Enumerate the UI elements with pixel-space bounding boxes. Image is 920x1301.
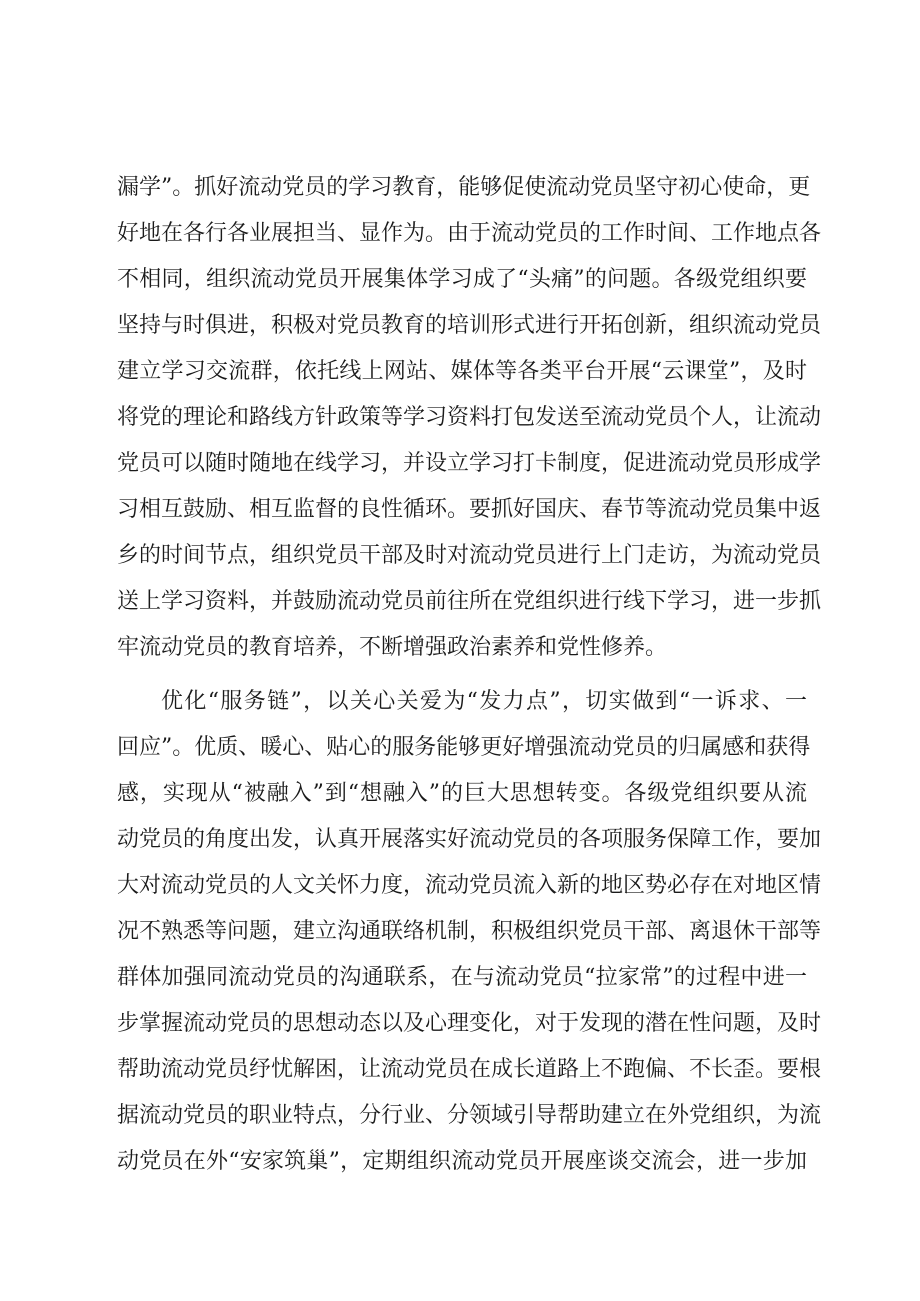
text-line: 帮助流动党员纾忧解困，让流动党员在成长道路上不跑偏、不长歪。要根 [117,1057,822,1082]
document-body [117,165,822,1185]
text-line: 大对流动党员的人文关怀力度，流动党员流入新的地区势必存在对地区情 [117,873,822,898]
text-line: 回应”。优质、暖心、贴心的服务能够更好增强流动党员的归属感和获得 [117,735,811,760]
text-line: 坚持与时俱进，积极对党员教育的培训形式进行开拓创新，组织流动党员 [117,313,822,338]
paragraph-1 [117,165,822,671]
text-line: 动党员的角度出发，认真开展落实好流动党员的各项服务保障工作，要加 [117,827,822,852]
text-line: 感，实现从“被融入”到“想融入”的巨大思想转变。各级党组织要从流 [117,781,807,806]
text-line: 动党员在外“安家筑巢”，定期组织流动党员开展座谈交流会，进一步加 [117,1149,807,1174]
text-line: 乡的时间节点，组织党员干部及时对流动党员进行上门走访，为流动党员 [117,543,822,568]
text-line: 将党的理论和路线方针政策等学习资料打包发送至流动党员个人，让流动 [117,405,822,430]
text-line: 习相互鼓励、相互监督的良性循环。要抓好国庆、春节等流动党员集中返 [117,497,822,522]
text-line: 建立学习交流群，依托线上网站、媒体等各类平台开展“云课堂”，及时 [117,359,807,384]
text-line: 群体加强同流动党员的沟通联系，在与流动党员“拉家常”的过程中进一 [117,965,807,990]
text-line: 步掌握流动党员的思想动态以及心理变化，对于发现的潜在性问题，及时 [117,1011,822,1036]
text-line: 党员可以随时随地在线学习，并设立学习打卡制度，促进流动党员形成学 [117,451,822,476]
paragraph-2 [117,679,822,1185]
text-line: 漏学”。抓好流动党员的学习教育，能够促使流动党员坚守初心使命，更 [117,175,811,200]
text-line: 送上学习资料，并鼓励流动党员前往所在党组织进行线下学习，进一步抓 [117,589,822,614]
paragraph-spacer [117,671,807,679]
text-line: 据流动党员的职业特点，分行业、分领域引导帮助建立在外党组织，为流 [117,1103,822,1128]
text-line: 况不熟悉等问题，建立沟通联络机制，积极组织党员干部、离退休干部等 [117,919,822,944]
text-line: 优化“服务链”，以关心关爱为“发力点”，切实做到“一诉求、一 [161,689,807,714]
text-line: 牢流动党员的教育培养，不断增强政治素养和党性修养。 [117,635,668,660]
text-line: 不相同，组织流动党员开展集体学习成了“头痛”的问题。各级党组织要 [117,267,807,292]
text-line: 好地在各行各业展担当、显作为。由于流动党员的工作时间、工作地点各 [117,221,822,246]
